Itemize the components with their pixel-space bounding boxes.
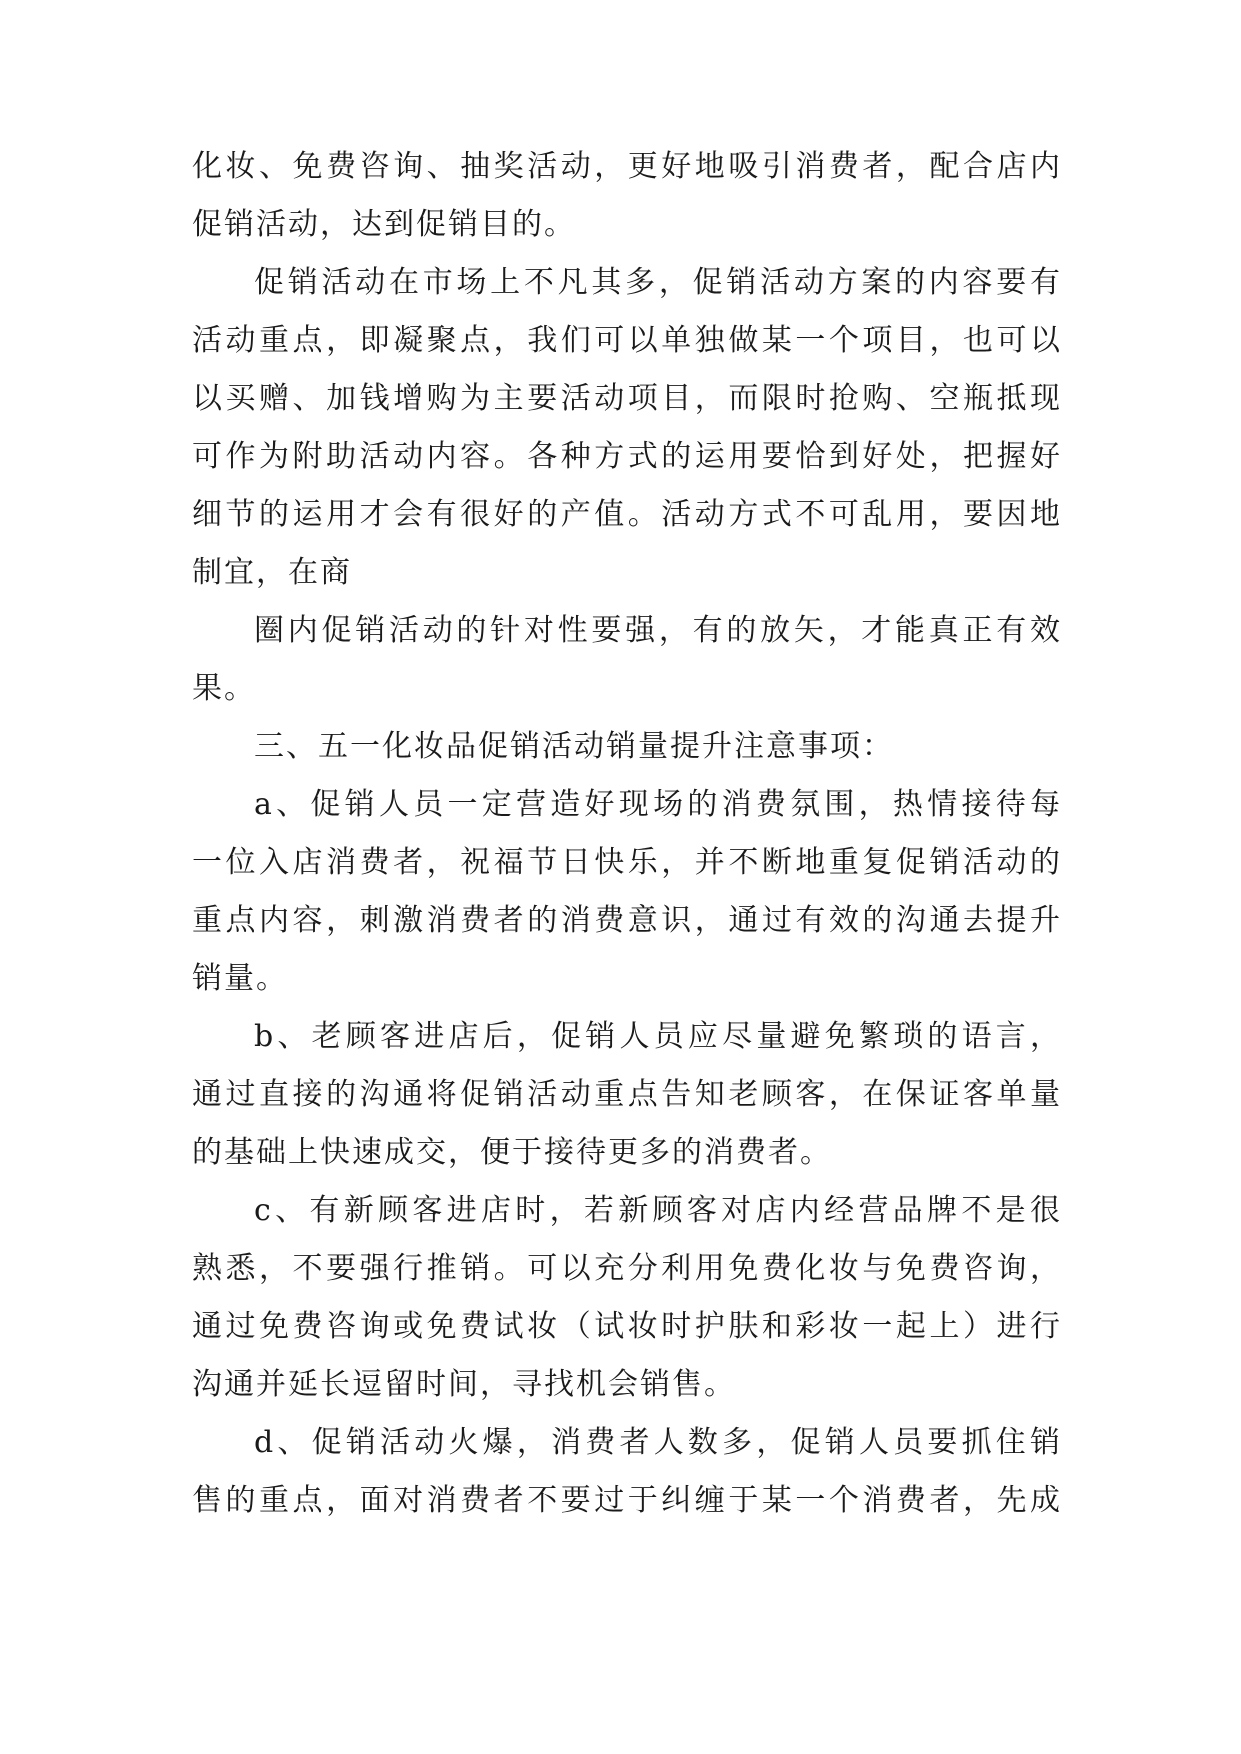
text-line-18: 的基础上快速成交，便于接待更多的消费者。 bbox=[192, 1135, 832, 1170]
text-line-23: d、促销活动火爆，消费者人数多，促销人员要抓住销 bbox=[254, 1425, 1062, 1460]
text-line-1: 化妆、免费咨询、抽奖活动，更好地吸引消费者，配合店内 bbox=[192, 149, 1062, 184]
text-line-17: 通过直接的沟通将促销活动重点告知老顾客，在保证客单量 bbox=[192, 1077, 1062, 1112]
text-line-13: 一位入店消费者，祝福节日快乐，并不断地重复促销活动的 bbox=[192, 845, 1062, 880]
text-line-9: 圈内促销活动的针对性要强，有的放矢，才能真正有效 bbox=[254, 613, 1062, 648]
text-line-3: 促销活动在市场上不凡其多，促销活动方案的内容要有 bbox=[254, 265, 1062, 300]
text-line-22: 沟通并延长逗留时间，寻找机会销售。 bbox=[192, 1367, 736, 1402]
text-line-14: 重点内容，刺激消费者的消费意识，通过有效的沟通去提升 bbox=[192, 903, 1062, 938]
text-line-4: 活动重点，即凝聚点，我们可以单独做某一个项目，也可以 bbox=[192, 323, 1062, 358]
text-line-12: a、促销人员一定营造好现场的消费氛围，热情接待每 bbox=[254, 787, 1062, 822]
text-line-2: 促销活动，达到促销目的。 bbox=[192, 207, 576, 242]
text-line-19: c、有新顾客进店时，若新顾客对店内经营品牌不是很 bbox=[254, 1193, 1062, 1228]
text-line-5: 以买赠、加钱增购为主要活动项目，而限时抢购、空瓶抵现 bbox=[192, 381, 1062, 416]
text-line-21: 通过免费咨询或免费试妆（试妆时护肤和彩妆一起上）进行 bbox=[192, 1309, 1062, 1344]
section-heading: 三、五一化妆品促销活动销量提升注意事项： bbox=[254, 729, 894, 764]
text-line-6: 可作为附助活动内容。各种方式的运用要恰到好处，把握好 bbox=[192, 439, 1062, 474]
text-line-15: 销量。 bbox=[192, 961, 288, 996]
text-line-16: b、老顾客进店后，促销人员应尽量避免繁琐的语言， bbox=[254, 1019, 1062, 1054]
text-line-10: 果。 bbox=[192, 671, 256, 706]
text-line-24: 售的重点，面对消费者不要过于纠缠于某一个消费者，先成 bbox=[192, 1483, 1062, 1518]
text-line-8: 制宜，在商 bbox=[192, 555, 352, 590]
text-line-7: 细节的运用才会有很好的产值。活动方式不可乱用，要因地 bbox=[192, 497, 1062, 532]
text-line-20: 熟悉，不要强行推销。可以充分利用免费化妆与免费咨询， bbox=[192, 1251, 1062, 1286]
